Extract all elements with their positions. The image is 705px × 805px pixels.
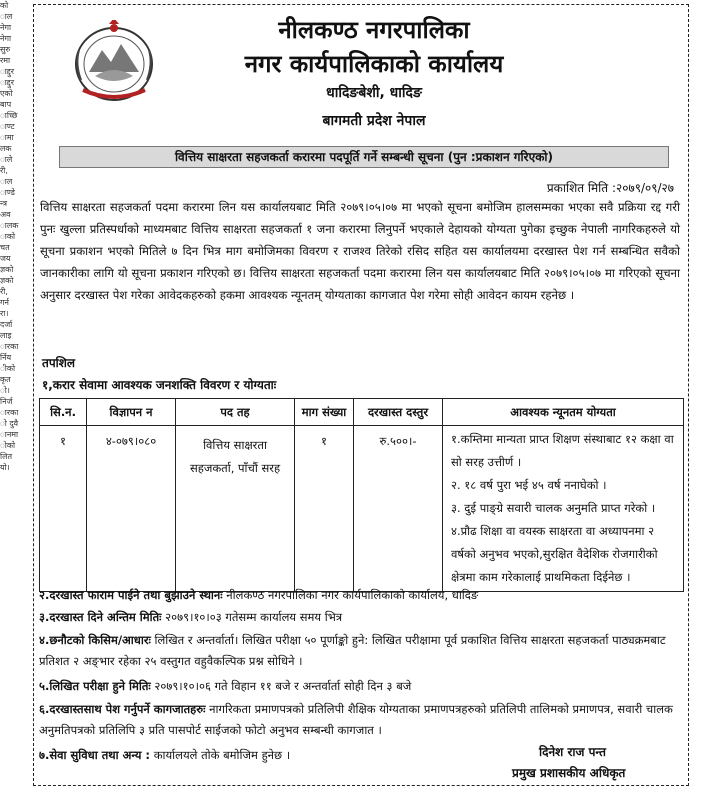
fragment-text: रा।: [0, 309, 9, 318]
fragment-text: ारका: [0, 408, 19, 417]
fragment-text: ो दुवै: [0, 419, 19, 428]
fragment-text: ाण्डे: [0, 188, 15, 197]
fragment-text: अव: [0, 210, 11, 219]
office-location: धादिङबेशी, धादिङ: [326, 85, 422, 101]
item-exam-date: ५.लिखित परीक्षा हुने मितिः २०७९।१०।०६ गते विहान ११ बजे र अन्तर्वार्ता सोही दिन ३ बजे: [39, 679, 412, 693]
fragment-text: ाल: [0, 12, 13, 21]
fragment-text: बाप: [0, 100, 12, 109]
fragment-text: ाल: [0, 177, 13, 186]
item-last-date: ३.दरखास्त दिने अन्तिम मितिः २०७९।१०।०३ गतेसम्म कार्यालय समय भित्र: [39, 610, 343, 624]
details-label: तपशिल: [42, 356, 76, 370]
section-1-heading: १,करार सेवामा आवश्यक जनशक्ति विवरण र योग्यताः: [42, 378, 277, 392]
fragment-text: नेगा: [0, 23, 12, 32]
item-facilities: ७.सेवा सुविधा तथा अन्य : कार्यालयले तोके बमोजिम हुनेछ ।: [39, 748, 291, 762]
province-name: बागमती प्रदेश नेपाल: [322, 113, 426, 129]
fragment-text: चत: [0, 243, 10, 252]
cell-adno: ४-०७९।०८०: [87, 426, 176, 592]
fragment-text: जय: [0, 254, 11, 263]
item-application-place: २.दरखास्त फाराम पाईने तथा बुझाउने स्थानः नीलकण्ठ नगरपालिका नगर कार्यपालिकाको कार्यालय, धादिङ: [39, 588, 479, 602]
fragment-text: ाच्छि: [0, 111, 18, 120]
signatory-name: दिनेश राज पन्त: [539, 745, 606, 759]
col-adno: विज्ञापन न: [87, 399, 176, 426]
fragment-text: निर्ज: [0, 397, 13, 406]
col-post: पद तह: [176, 399, 295, 426]
fragment-text: ाको: [0, 232, 16, 241]
notice-paragraph: वित्तिय साक्षरता सहजकर्ता पदमा करारमा लिन यस कार्यालयबाट मिति २०७९।०५।०७ मा भएको सूचना बमोजिम हालसम्मका भएका सवै प्रक्रिया रद्द गरी पुनः खुल्ला प्रतिस्पर्धाको माध्यमबाट वित्तिय साक्षरता सहजकर्ता १ जना करारमा लिनुपर्ने भएकाले देहायको योग्यता पुगेका इच्छुक नेपाली नागरिकहरुले यो सूचना प्रकाशन भएको मितिले ७ दिन भित्र माग बमोजिमका विवरण र राजश्व तिरेको रसिद सहित यस कार्यालयमा दरखास्त पेश गर्न सम्बन्धित सवैको जानकारीका लागि यो सूचना प्रकाशन गरिएको छ। वित्तिय साक्षरता सहजकर्ता पदमा करारमा लिन यस कार्यालयबाट मिति २०७९।०५।०७ मा गरिएको सूचना अनुसार दरखास्त पेश गरेका आवेदकहरुको हकमा आवश्यक न्यूनतम् योग्यताका कागजात पेश गरेमा सोही आवेदन कायम रहनेछ ।: [40, 200, 680, 302]
public-notice: [33, 4, 689, 786]
fragment-text: रमा: [0, 56, 11, 65]
fragment-text: सुरु: [0, 45, 11, 54]
cell-sn: १: [40, 426, 87, 592]
fragment-text: न्त्र: [0, 199, 8, 208]
col-quals: आवश्यक न्यूनतम योग्यता: [443, 399, 684, 426]
cell-count: १: [295, 426, 354, 592]
table-header-row: [40, 399, 684, 426]
col-sn: सि.न.: [40, 399, 87, 426]
item-documents: ६.दरखास्तसाथ पेश गर्नुपर्ने कागजातहरुः नागरिकता प्रमाणपत्रको प्रतिलिपी शैक्षिक योग्यताका प्रमाणपत्रहरुको प्रतिलिपी तालिमको प्रमाणपत्र, सवारी चालक अनुमतिपत्रको प्रतिलिपि ३ प्रति पासपोर्ट साईजको फोटो अनुभव सम्बन्धी कागजात ।: [39, 702, 673, 737]
signatory-title: प्रमुख प्रशासकीय अधिकृत: [512, 766, 626, 780]
published-date: प्रकाशित मिति :२०७९/०९/२७: [546, 181, 674, 195]
fragment-text: ीको: [0, 364, 16, 373]
fragment-text: एको: [0, 89, 13, 98]
requirements-table: [39, 398, 684, 592]
fragment-text: ाद्दुर: [0, 78, 14, 87]
col-fee: दरखास्त दस्तुर: [354, 399, 443, 426]
fragment-text: ाण्ट: [0, 122, 15, 131]
fragment-text: लक: [0, 144, 12, 153]
fragment-text: ाले: [0, 155, 13, 164]
qualification-item: ३. दुई पाङ्ग्रे सवारी चालक अनुमति प्राप्त गरेको ।: [451, 501, 656, 515]
notice-subject: वित्तिय साक्षरता सहजकर्ता करारमा पदपूर्ति गर्ने सम्बन्धी सूचना (पुन :प्रकाशन गरिएको): [59, 146, 669, 168]
municipality-name: नीलकण्ठ नगरपालिका: [278, 16, 470, 44]
fragment-text: ामा: [0, 133, 14, 142]
fragment-text: ज्ञको: [0, 276, 14, 285]
fragment-text: ानमा: [0, 430, 19, 439]
fragment-text: री,: [0, 166, 8, 175]
cell-post: वित्तिय साक्षरता सहजकर्ता, पाँचौं सरह: [176, 426, 295, 592]
qualification-item: २. १८ वर्ष पुरा भई ४५ वर्ष ननाघेको ।: [451, 478, 607, 492]
fragment-text: ालक: [0, 221, 19, 230]
fragment-text: को: [0, 1, 9, 10]
fragment-text: री,: [0, 287, 8, 296]
table-row: [40, 426, 684, 592]
fragment-text: र्निय: [0, 353, 12, 362]
fragment-text: नेगा: [0, 34, 12, 43]
adjacent-column-fragment: [0, 0, 22, 805]
fragment-text: लाइ: [0, 331, 12, 340]
qualification-item: १.कम्तिमा मान्यता प्राप्त शिक्षण संस्थाबाट १२ कक्षा वा सो सरह उत्तीर्ण ।: [451, 432, 674, 469]
fragment-text: ोको: [0, 441, 16, 450]
fragment-text: गर्न: [0, 298, 9, 307]
fragment-text: लित: [0, 452, 13, 461]
office-name: नगर कार्यपालिकाको कार्यालय: [244, 50, 504, 78]
col-count: माग संख्या: [295, 399, 354, 426]
fragment-text: ारका: [0, 342, 19, 351]
cell-fee: रु.५००।-: [354, 426, 443, 592]
fragment-text: यो।: [0, 463, 10, 472]
fragment-text: ो।: [0, 386, 10, 395]
fragment-text: ज्ञको: [0, 265, 14, 274]
fragment-text: ाद्दुर: [0, 67, 14, 76]
cell-quals: [443, 426, 684, 592]
item-selection-basis: ४.छनौटको किसिम/आधारः लिखित र अन्तर्वार्ता। लिखित परीक्षा ५० पूर्णाङ्को हुने: लिखित परीक्षामा पूर्व प्रकाशित वित्तिय साक्षरता सहजकर्ता पाठ्यक्रमबाट प्रतिशत २ अङ्भार रहेका २५ वस्तुगत वहुवैकल्पिक प्रश्न सोधिने ।: [39, 633, 666, 668]
fragment-text: दर्जा: [0, 320, 13, 329]
fragment-text: कृत: [0, 375, 11, 384]
qualification-item: ४.प्रौढ शिक्षा वा वयस्क साक्षरता वा अध्यापनमा २ वर्षको अनुभव भएको,सुरक्षित वैदेशिक रोजगारीको क्षेत्रमा काम गरेकालाई प्राथमिकता दिईनेछ ।: [451, 524, 658, 584]
